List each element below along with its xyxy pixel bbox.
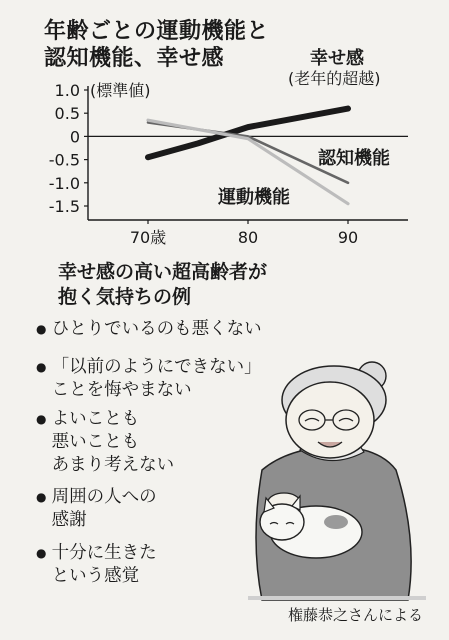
list-item-line: あまり考えない [51,455,175,475]
y-tick-label: 1.0 [54,81,80,100]
x-tick-label: 70歳 [129,228,167,247]
bullet-icon: ● [36,490,47,504]
list-item-line: 「以前のようにできない」 [51,357,262,377]
x-tick-label: 80 [237,228,259,247]
title-line-1: 年齢ごとの運動機能と [44,19,270,44]
series-label: 運動機能 [218,187,290,208]
bullet-icon: ● [36,360,47,374]
credit-note: 権藤恭之さんによる [287,606,423,624]
y-tick-label: -1.5 [48,197,80,216]
examples-heading-line-1: 幸せ感の高い超高齢者が [58,261,268,283]
bullet-icon: ● [36,546,47,560]
list-item-line: 感謝 [51,510,87,530]
bullet-icon: ● [36,412,47,426]
list-item-line: ことを悔やまない [51,380,192,400]
y-tick-label: 0 [69,127,80,147]
y-tick-label: -0.5 [48,150,80,170]
title-line-2: 認知機能、幸せ感 [44,46,225,71]
y-tick-label: -1.0 [48,173,80,193]
bullet-icon: ● [36,322,47,336]
examples-heading-line-2: 抱く気持ちの例 [58,286,192,308]
series-sublabel: (老年的超越) [288,69,381,88]
list-item-line: という感覚 [51,566,140,586]
x-tick-label: 90 [337,228,359,247]
list-item-line: 十分に生きた [51,543,157,563]
list-item-line: 悪いことも [51,432,140,452]
list-item-line: ひとりでいるのも悪くない [51,319,262,339]
series-label: 認知機能 [318,148,390,169]
y-axis-label: (標準値) [90,81,151,100]
list-item-line: よいことも [51,409,140,429]
y-tick-label: 0.5 [54,104,80,124]
list-item-line: 周囲の人への [51,487,157,507]
series-label: 幸せ感 [310,48,364,69]
